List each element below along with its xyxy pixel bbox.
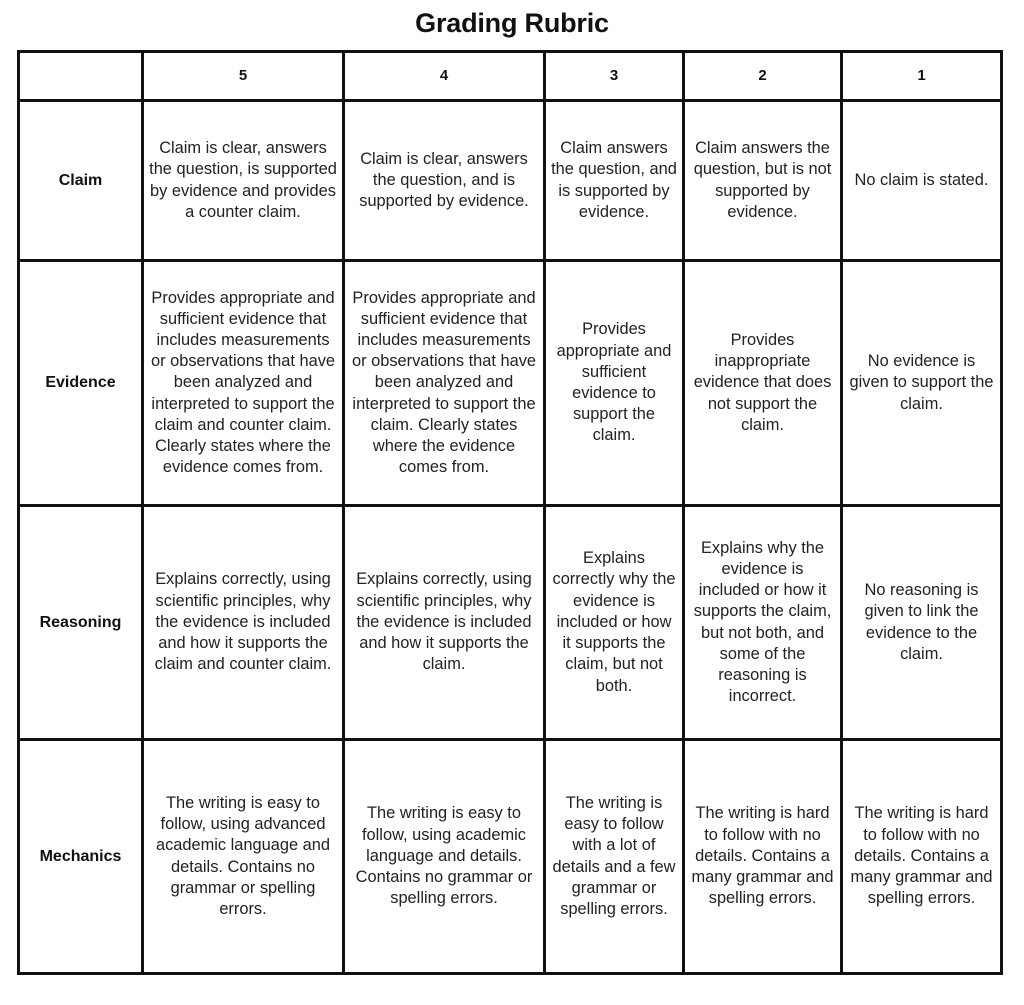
cell-mechanics-2: The writing is hard to follow with no details. Contains a many grammar and spelling errors. — [684, 740, 842, 974]
cell-claim-5: Claim is clear, answers the question, is supported by evidence and provides a counter claim. — [143, 101, 344, 261]
header-score-2: 2 — [684, 52, 842, 101]
header-row — [19, 52, 1002, 101]
cell-reasoning-3: Explains correctly why the evidence is included or how it supports the claim, but not both. — [545, 506, 684, 740]
cell-reasoning-4: Explains correctly, using scientific principles, why the evidence is included and how it supports the claim. — [344, 506, 545, 740]
cell-evidence-3: Provides appropriate and sufficient evidence to support the claim. — [545, 261, 684, 506]
header-score-3: 3 — [545, 52, 684, 101]
cell-mechanics-5: The writing is easy to follow, using advanced academic language and details. Contains no grammar or spelling errors. — [143, 740, 344, 974]
rubric-table — [17, 50, 1003, 975]
row-label-mechanics: Mechanics — [19, 740, 143, 974]
table-row-evidence — [19, 261, 1002, 506]
cell-reasoning-5: Explains correctly, using scientific principles, why the evidence is included and how it supports the claim and counter claim. — [143, 506, 344, 740]
cell-evidence-1: No evidence is given to support the claim. — [842, 261, 1002, 506]
row-label-reasoning: Reasoning — [19, 506, 143, 740]
header-score-5: 5 — [143, 52, 344, 101]
header-score-1: 1 — [842, 52, 1002, 101]
cell-claim-3: Claim answers the question, and is supported by evidence. — [545, 101, 684, 261]
header-corner-cell — [19, 52, 143, 101]
header-score-4: 4 — [344, 52, 545, 101]
row-label-claim: Claim — [19, 101, 143, 261]
cell-mechanics-1: The writing is hard to follow with no details. Contains a many grammar and spelling errors. — [842, 740, 1002, 974]
cell-evidence-2: Provides inappropriate evidence that does not support the claim. — [684, 261, 842, 506]
table-row-reasoning — [19, 506, 1002, 740]
cell-reasoning-1: No reasoning is given to link the evidence to the claim. — [842, 506, 1002, 740]
cell-mechanics-4: The writing is easy to follow, using academic language and details. Contains no grammar or spelling errors. — [344, 740, 545, 974]
cell-evidence-4: Provides appropriate and sufficient evidence that includes measurements or observations that have been analyzed and interpreted to support the claim. Clearly states where the evidence comes from. — [344, 261, 545, 506]
cell-evidence-5: Provides appropriate and sufficient evidence that includes measurements or observations that have been analyzed and interpreted to support the claim and counter claim. Clearly states where the evidence comes from. — [143, 261, 344, 506]
cell-claim-1: No claim is stated. — [842, 101, 1002, 261]
cell-claim-4: Claim is clear, answers the question, and is supported by evidence. — [344, 101, 545, 261]
table-row-claim — [19, 101, 1002, 261]
page-title: Grading Rubric — [415, 8, 609, 38]
row-label-evidence: Evidence — [19, 261, 143, 506]
cell-claim-2: Claim answers the question, but is not supported by evidence. — [684, 101, 842, 261]
table-row-mechanics — [19, 740, 1002, 974]
cell-reasoning-2: Explains why the evidence is included or how it supports the claim, but not both, and some of the reasoning is incorrect. — [684, 506, 842, 740]
cell-mechanics-3: The writing is easy to follow with a lot of details and a few grammar or spelling errors. — [545, 740, 684, 974]
